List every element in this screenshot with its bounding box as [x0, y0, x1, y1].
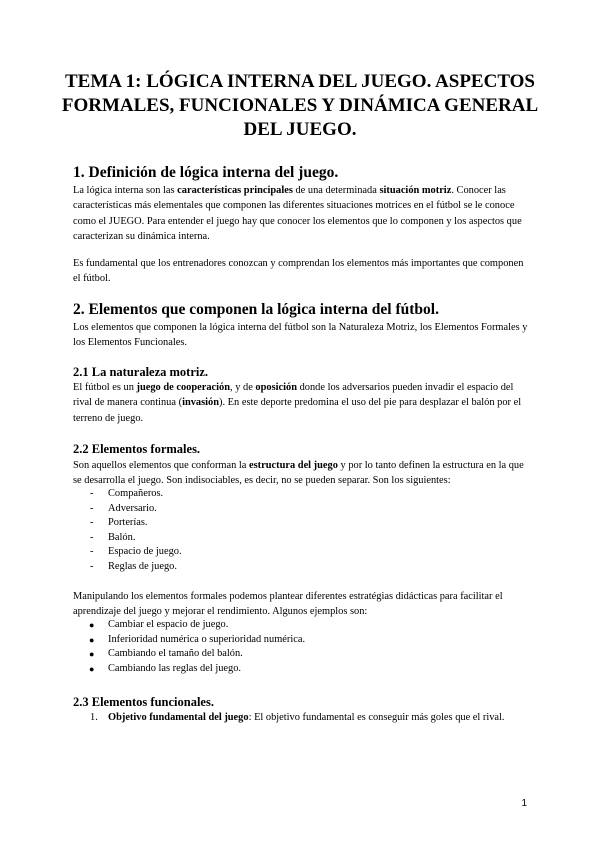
list-item-text: Porterías.: [108, 517, 148, 529]
list-item: [73, 545, 531, 560]
bullet-icon: ●: [89, 634, 95, 645]
formal-elements-list: [73, 487, 531, 575]
list-number: 1.: [90, 712, 98, 723]
document-title: TEMA 1: LÓGICA INTERNA DEL JUEGO. ASPECTOS FORMALES, FUNCIONALES Y DINÁMICA GENERAL DEL JUEGO.: [61, 71, 539, 140]
subsection-2-2-paragraph-2: Manipulando los elementos formales podemos plantear diferentes estratégias didácticas para facilitar el aprendizaje del juego y mejorar el rendimiento. Algunos ejemplos son:: [73, 591, 503, 618]
section-2-heading: 2. Elementos que componen la lógica interna del fútbol.: [73, 301, 439, 318]
bold-term: Objetivo fundamental del juego: [108, 712, 249, 723]
list-item-text: Compañeros.: [108, 488, 164, 499]
section-1-paragraph-2: Es fundamental que los entrenadores conozcan y comprendan los elementos más importantes que componen el fútbol.: [73, 258, 524, 285]
subsection-2-1-heading: 2.1 La naturaleza motriz.: [73, 365, 209, 379]
list-item: [73, 560, 531, 575]
list-item-text: Balón.: [108, 531, 136, 543]
dash-marker: -: [90, 546, 94, 558]
subsection-2-2-paragraph: [73, 458, 531, 489]
text-run: La lógica interna son las: [73, 185, 178, 196]
dash-marker: -: [90, 531, 94, 543]
bold-term: situación motriz: [379, 185, 452, 196]
bold-term: características principales: [177, 185, 293, 196]
list-item-text: Reglas de juego.: [108, 560, 177, 572]
list-item-text: Cambiar el espacio de juego.: [108, 619, 229, 630]
text-run: y por lo tanto definen la estructura en la que se desarrolla el juego. Son indisociables, es decir, no se pueden separar. Son los siguientes:: [73, 460, 524, 487]
list-item: [73, 647, 531, 662]
text-run: El fútbol es un: [73, 382, 137, 393]
list-item-text: Cambiando el tamaño del balón.: [108, 648, 243, 660]
section-2-intro: Los elementos que componen la lógica interna del fútbol son la Naturaleza Motriz, los Elementos Formales y los Elementos Funcionales.: [73, 322, 528, 349]
list-item: [73, 487, 531, 502]
list-item-text: Espacio de juego.: [108, 546, 182, 558]
text-run: , y de: [230, 382, 256, 393]
dash-marker: -: [90, 517, 94, 529]
list-item-text: Inferioridad numérica o superioridad numérica.: [108, 633, 306, 645]
list-item: [73, 516, 531, 531]
section-1-heading: 1. Definición de lógica interna del juego.: [73, 164, 339, 181]
functional-elements-list: [73, 711, 531, 726]
dash-marker: -: [90, 488, 94, 499]
dash-marker: -: [90, 560, 94, 572]
text-run: ). En este deporte predomina el uso del pie para desplazar el balón por el terreno de juego.: [73, 397, 522, 424]
section-1-paragraph-1: [73, 183, 531, 245]
bold-term: estructura del juego: [249, 460, 338, 471]
subsection-2-3-heading: 2.3 Elementos funcionales.: [73, 695, 214, 709]
text-run: donde los adversarios pueden invadir el espacio del rival de manera continua (: [73, 382, 514, 409]
list-item: [73, 531, 531, 546]
list-item-text: Adversario.: [108, 502, 157, 514]
examples-list: [73, 618, 531, 676]
list-item: [73, 711, 531, 726]
list-item: [73, 662, 531, 677]
bullet-icon: ●: [89, 620, 95, 630]
list-item-text: Cambiando las reglas del juego.: [108, 662, 242, 674]
bold-term: oposición: [255, 382, 297, 393]
list-item: [73, 502, 531, 517]
list-item: [73, 633, 531, 648]
page-number: 1: [521, 798, 527, 809]
bullet-icon: ●: [89, 663, 95, 674]
list-item: [73, 618, 531, 633]
text-run: . Conocer las características más elementales que componen las diferentes situaciones motrices en el fútbol se le conoce como el JUEGO. Para entender el juego hay que conocer los elementos que lo componen y los aspectos que caracterizan su dinámica interna.: [73, 185, 522, 243]
text-run: Son aquellos elementos que conforman la: [73, 460, 250, 471]
bold-term: invasión: [182, 397, 220, 409]
text-run: de una determinada: [292, 185, 380, 196]
subsection-2-2-heading: 2.2 Elementos formales.: [73, 442, 201, 456]
subsection-2-1-paragraph: [73, 380, 531, 426]
dash-marker: -: [90, 502, 94, 514]
bullet-icon: ●: [89, 649, 95, 660]
bold-term: juego de cooperación: [136, 382, 231, 393]
list-item-text: : El objetivo fundamental es conseguir más goles que el rival.: [248, 712, 505, 723]
